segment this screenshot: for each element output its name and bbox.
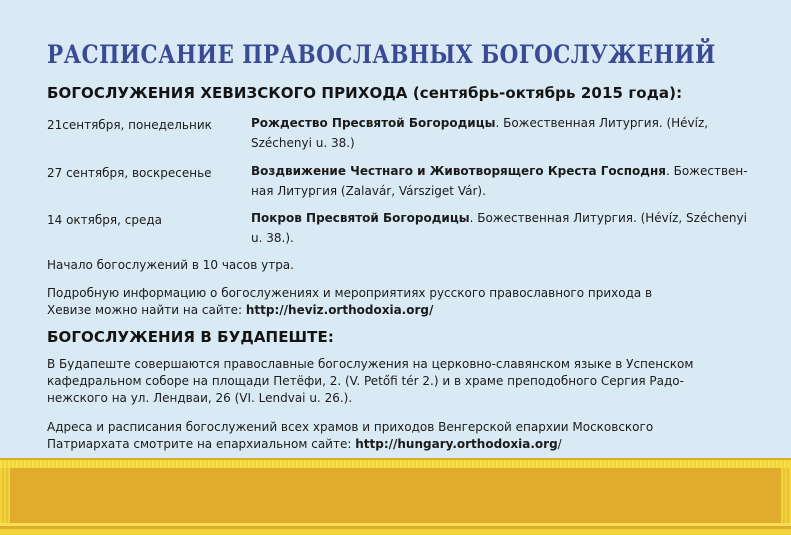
start-time-note: Начало богослужений в 10 часов утра.: [47, 258, 294, 272]
service-rest: . Божественная Литургия. (Hévíz, Széchenyi: [469, 211, 747, 225]
budapest-info: [47, 356, 737, 407]
diocese-info: [47, 419, 737, 453]
heviz-info-line1: Подробную информацию о богослужениях и мероприятиях русского православного прихода в: [47, 286, 653, 300]
service-feast: Воздвижение Честнаго и Животворящего Креста Господня: [251, 164, 666, 178]
diocese-site-link[interactable]: [355, 437, 562, 451]
page-title: РАСПИСАНИЕ ПРАВОСЛАВНЫХ БОГОСЛУЖЕНИЙ: [47, 40, 716, 69]
service-rest: . Божественная Литургия. (Hévíz,: [495, 116, 709, 130]
diocese-line2: Патриархата смотрите на епархиальном сайте:: [47, 437, 356, 451]
service-location: ная Литургия (Zalavár, Vársziget Vár).: [251, 184, 486, 198]
service-feast: Покров Пресвятой Богородицы: [251, 211, 470, 225]
budapest-line1: В Будапеште совершаются православные богослужения на церковно-славянском языке в Успенском: [47, 357, 694, 371]
service-location: u. 38.).: [251, 231, 294, 245]
gold-stripe-top: [0, 460, 791, 468]
service-description: [251, 161, 751, 201]
gold-border-left: [0, 468, 10, 523]
heviz-info-line2: Хевизе можно найти на сайте:: [47, 303, 246, 317]
heviz-site-link[interactable]: http://heviz.orthodoxia.org/: [245, 303, 434, 317]
heviz-info: [47, 285, 737, 319]
service-location: Széchenyi u. 38.): [251, 136, 355, 150]
diocese-link-tail: /: [557, 437, 562, 451]
gold-border-right: [781, 468, 791, 523]
diocese-line1: Адреса и расписания богослужений всех храмов и приходов Венгерской епархии Московского: [47, 420, 654, 434]
service-feast: Рождество Пресвятой Богородицы: [251, 116, 496, 130]
service-date: 27 сентября, воскресенье: [47, 166, 212, 180]
service-date: 14 октября, среда: [47, 213, 162, 227]
service-description: [251, 113, 751, 153]
service-description: [251, 208, 751, 248]
budapest-line2: кафедральном соборе на площади Петёфи, 2. (V. Petőfi tér 2.) и в храме преподобного Сергия Радо-: [47, 374, 684, 388]
budapest-heading: БОГОСЛУЖЕНИЯ В БУДАПЕШТЕ:: [47, 328, 334, 346]
gold-stripe-bottom: [0, 529, 791, 535]
service-date: 21сентября, понедельник: [47, 118, 212, 132]
budapest-line3: нежского на ул. Лендваи, 26 (VI. Lendvai u. 26.).: [47, 391, 353, 405]
service-rest: . Божествен-: [665, 164, 748, 178]
diocese-link-http: http: [355, 437, 384, 451]
heviz-heading: БОГОСЛУЖЕНИЯ ХЕВИЗСКОГО ПРИХОДА (сентябрь-октябрь 2015 года):: [47, 84, 683, 102]
gold-line-bottom: [0, 523, 791, 526]
diocese-link-domain: ://hungary.orthodoxia.org: [383, 437, 558, 451]
